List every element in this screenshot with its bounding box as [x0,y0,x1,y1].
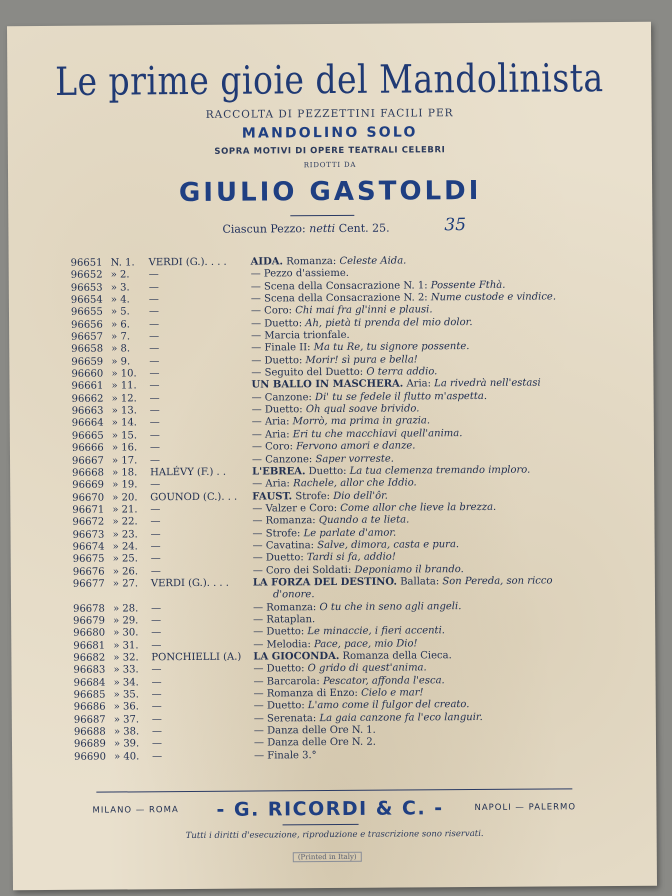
composer: — [151,602,162,614]
composer: — [148,294,159,306]
piece-form: — Canzone: [251,391,312,404]
piece-title: Ah, pietà ti prenda del mio dolor. [305,316,473,329]
price-netti: netti [309,221,336,236]
piece-form: — Duetto: [252,552,304,564]
piece-description [252,515,409,528]
piece-number: » 11. [111,380,137,392]
piece-form: — Duetto: [253,700,305,712]
piece-description [252,478,417,491]
piece-form: — Melodia: [253,638,311,651]
piece-title: Di' tu se fedele il flutto m'aspetta. [314,390,488,403]
piece-title: O grido di quest'anima. [307,662,427,675]
composer: — [150,528,161,540]
piece-number: » 36. [113,701,139,713]
piece-number: » 4. [110,294,130,306]
composer: — [149,442,160,454]
piece-title: Eri tu che macchiavi quell'anima. [292,427,463,441]
piece-number: » 27. [112,578,139,590]
edition-number: 96655 [70,306,103,319]
opera-subtitle: SOPRA MOTIVI DI OPERE TEATRALI CELEBRI [214,145,446,157]
edition-number: 96656 [71,319,103,331]
composer: — [151,713,162,725]
piece-form: — Strofe: [252,527,301,540]
price-prefix: Ciascun Pezzo: [222,222,306,236]
piece-form: — Romanza di Enzo: [253,687,358,700]
composer: — [151,701,162,713]
price-line [222,222,389,236]
piece-title: Pescator, affonda l'esca. [322,674,445,687]
piece-number: » 14. [111,417,138,430]
composer: — [151,639,162,651]
piece-title: Ma tu Re, tu signore possente. [313,341,470,354]
edition-number: 96676 [72,566,105,578]
piece-number: » 19. [112,479,138,491]
edition-number: 96670 [72,492,105,504]
composer: GOUNOD (C.). . . [150,491,238,503]
price-divider [290,215,354,216]
composer: — [150,565,161,577]
piece-number: » 21. [112,504,138,516]
piece-number: » 33. [113,664,139,676]
edition-number: 96658 [71,344,104,356]
author-name: GIULIO GASTOLDI [178,175,482,209]
composer: — [152,750,163,763]
composer: — [150,479,161,491]
piece-number: » 31. [113,640,139,652]
piece-form: Romanza della Cieca. [342,650,452,662]
composer: — [149,430,160,442]
composer: — [150,504,161,516]
edition-number: 96660 [71,368,104,380]
piece-description [251,255,407,268]
piece-form: — Romanza: [252,515,316,527]
piece-form: — Cavatina: [252,540,315,552]
edition-number: 96664 [71,418,104,430]
composer: — [150,541,161,553]
piece-number: » 38. [113,726,140,738]
edition-number: 96686 [73,701,106,714]
piece-form: — Barcarola: [253,675,320,688]
piece-title: Oh qual soave brivido. [305,403,420,416]
piece-form: — Aria: [251,429,290,441]
piece-form: — Coro dei Soldati: [252,564,352,577]
piece-description [253,614,315,627]
composer: — [148,306,160,318]
composer: — [149,380,160,392]
piece-number: » 2. [110,269,130,281]
composer: — [149,454,161,466]
edition-number: 96665 [71,430,104,442]
piece-title: O terra addio. [366,366,438,378]
piece-form: — Marcia trionfale. [251,329,350,342]
piece-title: Pace, pace, mio Dio! [313,638,418,650]
list-item [74,748,634,764]
footer-rule-bottom [283,824,359,826]
piece-form: — Coro: [251,441,294,453]
composer: — [150,553,161,565]
piece-description [251,354,418,368]
piece-description [254,737,376,750]
composer: — [150,516,161,528]
edition-number: 96662 [71,393,104,405]
piece-title: Morir! sì pura e bella! [305,354,418,366]
piece-description [252,441,416,454]
piece-number: » 3. [110,282,130,294]
sheet-music-cover [7,22,657,890]
piece-list [71,254,635,764]
piece-number: » 10. [111,368,137,380]
collection-subtitle: RACCOLTA DI PEZZETTINI FACILI PER [205,107,454,121]
piece-form: — Duetto: [253,663,305,675]
footer-cities-left: MILANO — ROMA [92,805,179,816]
piece-number: » 32. [113,652,139,664]
publisher-name: - G. RICORDI & C. - [216,797,444,821]
piece-number: » 26. [112,565,139,578]
piece-description [252,404,420,418]
piece-form: — Valzer e Coro: [252,502,338,515]
piece-form: — Danza delle Ore N. 1. [253,724,376,737]
edition-number: 96668 [72,467,104,479]
edition-number: 96682 [73,652,106,664]
piece-title: Quando a te lieta. [318,514,410,527]
piece-number: N. 1. [110,257,135,269]
piece-number: » 6. [111,319,130,331]
piece-form: Duetto: [308,465,347,478]
handwritten-price: 35 [444,215,467,236]
composer: — [151,676,162,688]
piece-form: — Canzone: [251,453,313,466]
piece-form: — Finale II: [251,342,311,354]
edition-number: 96663 [71,405,104,417]
edition-number: 96688 [73,726,106,738]
edition-number: 96659 [71,356,104,368]
piece-number: » 28. [113,602,139,615]
piece-title: Deponiamo il brando. [354,563,464,576]
piece-number: » 34. [113,677,139,689]
edition-number: 96661 [71,381,104,393]
piece-number: » 7. [111,331,131,343]
piece-number: » 23. [112,528,138,541]
piece-description [253,663,426,677]
piece-title: Son Pereda, son ricco [442,575,553,588]
composer: VERDI (G.). . . . [150,577,229,590]
composer: — [149,343,160,355]
footer-cities-right: NAPOLI — PALERMO [474,802,577,814]
piece-title: Dio dell'ôr. [333,490,388,502]
piece-number: » 40. [114,751,140,763]
rights-notice: Tutti i diritti d'esecuzione, riproduzione e trascrizione sono riservati. [185,828,484,842]
composer: — [148,281,159,293]
edition-number: 96689 [73,738,106,751]
printed-in-italy: (Printed in Italy) [293,852,362,862]
edition-number: 96690 [74,751,106,763]
edition-number: 96678 [73,603,105,615]
edition-number: 96669 [72,479,105,492]
piece-title: O tu che in seno agli angeli. [319,600,462,613]
composer: — [151,726,162,738]
piece-title: Come allor che lieve la brezza. [340,501,497,514]
composer: PONCHIELLI (A.) [151,651,242,664]
piece-title: Saper vorreste. [315,453,394,465]
piece-form: — Serenata: [253,712,317,725]
piece-description [254,687,424,701]
piece-form: — Duetto: [253,626,305,638]
piece-number: » 20. [112,491,138,504]
piece-title: Tardi si fa, addio! [306,551,396,564]
composer: — [151,664,162,676]
piece-description [254,725,376,738]
edition-number: 96652 [70,269,103,282]
piece-number: » 25. [112,553,138,565]
piece-form: — Seguito del Duetto: [251,366,364,379]
piece-title: Rachele, allor che Iddio. [293,477,417,490]
opera-title: LA FORZA DEL DESTINO. [252,576,398,589]
edition-number: 96675 [72,553,105,566]
opera-title: LA GIOCONDA. [253,650,340,663]
piece-description [253,527,397,540]
piece-number: » 22. [112,516,138,528]
edition-number: 96677 [72,578,105,590]
piece-form: — Rataplan. [253,614,316,626]
piece-title: La rivedrà nell'estasi [434,377,541,390]
edition-number: 96673 [72,529,105,541]
piece-title: Possente Fthà. [430,279,506,291]
piece-description [253,552,396,565]
piece-title: Chi mai fra gl'inni e plausi. [295,304,433,317]
composer: — [151,615,162,627]
price-value: Cent. 25. [338,221,390,235]
piece-form: Ballata: [400,576,440,588]
piece-number: » 16. [111,442,138,454]
piece-title: Celeste Aida. [339,255,407,267]
composer: — [149,417,160,429]
piece-number: » 35. [113,689,139,701]
piece-description [251,268,349,281]
edition-number: 96654 [70,294,103,306]
composer: — [148,269,159,281]
edition-number: 96674 [72,541,105,553]
piece-form: — Danza delle Ore N. 2. [253,737,376,749]
opera-title: AIDA. [250,256,284,268]
piece-title: Le parlate d'amor. [303,527,397,539]
composer: — [151,738,163,750]
edition-number: 96687 [73,714,106,726]
piece-description [254,750,317,763]
edition-number: 96685 [73,689,106,701]
composer: — [149,405,160,417]
piece-title: Le minaccie, i fieri accenti. [307,625,445,638]
piece-description [251,330,350,343]
composer: — [151,689,162,701]
piece-number: » 18. [112,467,138,479]
piece-form: — Aria: [251,416,290,429]
edition-number: 96680 [73,627,106,640]
edition-number: 96657 [71,331,104,343]
piece-form: — Aria: [252,478,290,490]
composer: VERDI (G.). . . . [148,256,227,269]
piece-title: d'onore. [272,589,315,601]
edition-number: 96666 [71,442,104,454]
opera-title: UN BALLO IN MASCHERA. [251,378,404,391]
piece-number: » 8. [111,343,131,355]
edition-number: 96651 [70,257,103,269]
edition-number: 96653 [70,282,103,294]
composer: — [149,331,160,343]
piece-form: — Finale 3.° [254,749,317,762]
piece-form: — Pezzo d'assieme. [250,268,349,280]
piece-title: La gaia canzone fa l'eco languir. [319,711,483,724]
piece-number: » 30. [113,627,139,639]
piece-form: Romanza: [286,255,337,268]
piece-title: Fervono amori e danze. [296,440,416,453]
edition-number: 96684 [73,677,106,689]
footer-rule-top [96,788,572,792]
composer: — [149,355,160,368]
piece-title: Nume custode e vindice. [430,291,557,304]
instrument-heading: MANDOLINO SOLO [241,124,418,142]
opera-title: FAUST. [252,490,293,503]
composer: — [149,318,160,330]
piece-form: — Duetto: [251,317,303,330]
piece-title: Morrò, ma prima in grazia. [292,415,431,428]
piece-number: » 17. [111,454,138,467]
piece-title: Salve, dimora, casta e pura. [317,539,460,552]
piece-form: — Duetto: [251,354,303,367]
piece-form: — Scena della Consacrazione N. 1: [250,280,428,293]
piece-number: » 5. [110,306,130,318]
arranged-by-label: RIDOTTI DA [303,160,357,170]
piece-number: » 37. [113,714,140,726]
piece-description [273,589,315,602]
composer: HALÉVY (F.) . . [150,466,227,479]
piece-form: — Romanza: [253,601,317,614]
piece-number: » 9. [111,356,131,368]
piece-description [253,638,417,651]
piece-description [252,490,388,503]
page-title: Le prime gioie del Mandolinista [54,54,604,105]
piece-title: L'amo come il fulgor del creato. [307,699,470,712]
piece-form: Strofe: [295,490,331,502]
piece-title: Cielo e mar! [361,687,424,699]
edition-number: 96672 [72,516,105,529]
composer: — [149,368,160,380]
edition-number: 96679 [73,615,105,627]
composer: — [151,627,162,639]
piece-number: » 12. [111,393,137,405]
composer: — [149,392,160,405]
edition-number: 96683 [73,664,106,677]
edition-number: 96667 [71,455,104,467]
opera-title: L'EBREA. [252,466,306,478]
piece-title: La tua clemenza tremando imploro. [349,464,531,477]
piece-number: » 24. [112,541,138,553]
piece-form: Aria: [406,378,432,390]
edition-number: 96681 [73,640,106,652]
piece-form: — Scena della Consacrazione N. 2: [250,292,428,305]
piece-number: » 15. [111,430,138,442]
piece-form: — Duetto: [251,404,303,416]
piece-description [252,453,394,466]
piece-number: » 29. [113,615,139,627]
piece-form: — Coro: [250,305,293,317]
piece-number: » 13. [111,405,137,417]
piece-number: » 39. [113,738,140,750]
edition-number: 96671 [72,504,105,516]
